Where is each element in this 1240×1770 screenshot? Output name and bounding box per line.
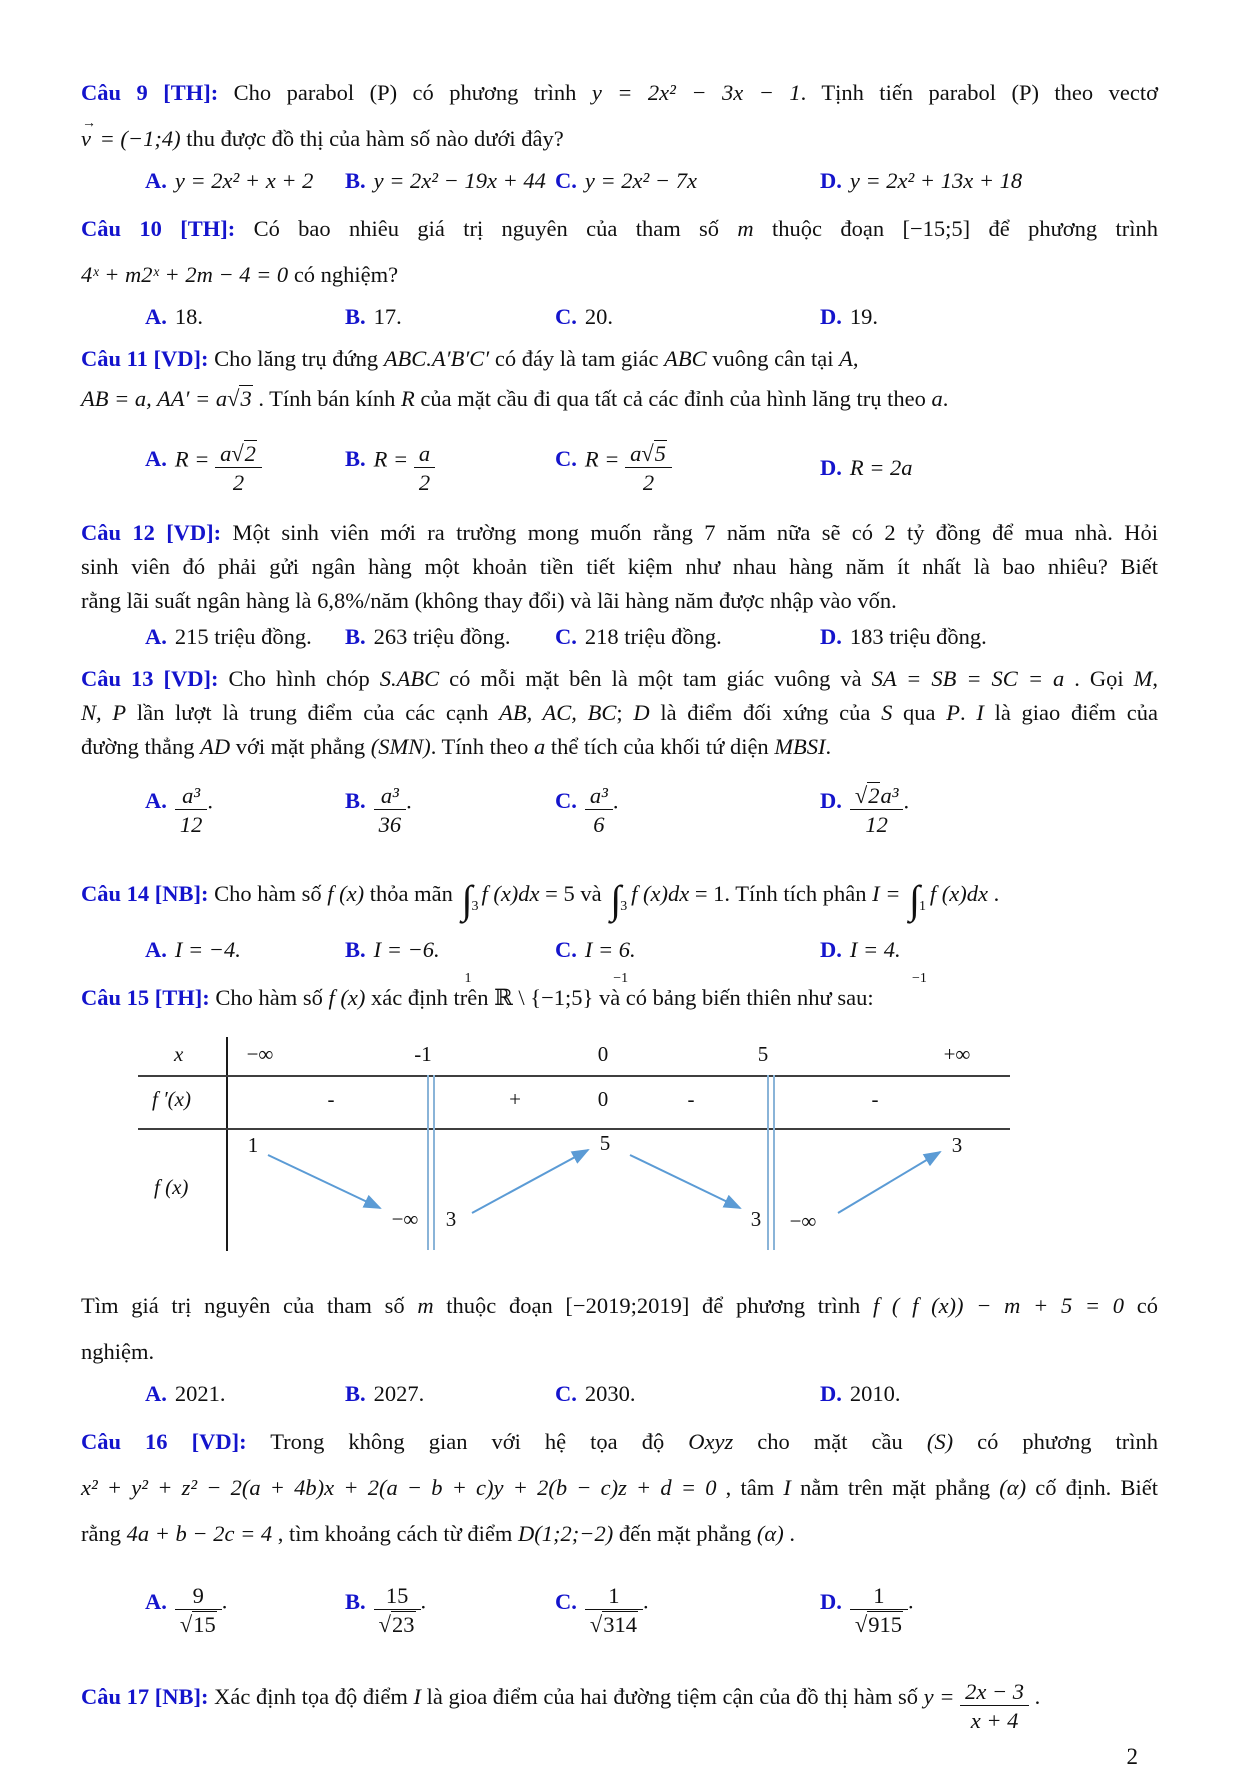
fraction: $\frac{15}{√23}$: [374, 1582, 421, 1638]
question-17: [81, 1665, 1158, 1734]
integral: ∫ 3 −1: [610, 877, 629, 987]
q15-line-3: [81, 1329, 1158, 1375]
answer-option-b: B. R = $\frac{a}{2}$: [345, 440, 555, 496]
variation-table: [138, 1037, 1010, 1253]
answer-option-b: B. 2027.: [345, 1381, 425, 1407]
q16-line-1: [81, 1419, 1158, 1465]
q15-text-1: Cho hàm số f (x) xác định trên ℝ \ {−1;5} và có bảng biến thiên như sau:: [209, 985, 874, 1011]
answer-option-b: B. I = −6.: [345, 937, 440, 963]
q9-line-2: [81, 116, 1158, 162]
x-value: 0: [597, 1042, 609, 1067]
answer-option-b: B. $\frac{\text{a³}}{36}$ .: [345, 783, 412, 837]
q12-text-3: rằng lãi suất ngân hàng là 6,8%/năm (không thay đổi) và lãi hàng năm được nhập vào vốn.: [81, 588, 897, 613]
answer-option-c: C. y = 2x² − 7x: [555, 168, 697, 193]
q12-line-2: [81, 550, 1158, 584]
q11-answers: [145, 432, 1158, 504]
x-value: −∞: [246, 1042, 274, 1067]
page-number: 2: [1126, 1744, 1138, 1769]
q13-line-3: [81, 730, 1158, 764]
q10-text-1: Có bao nhiêu giá trị nguyên của tham số m thuộc đoạn [−15;5] để phương trình: [235, 216, 1159, 241]
q15-text-3: nghiệm.: [81, 1339, 155, 1365]
q13-line-2: [81, 696, 1158, 730]
integral: ∫ 1 −1: [909, 877, 927, 987]
question-label: Câu 12 [VD]:: [81, 520, 222, 545]
sign: -: [871, 1087, 879, 1112]
q12-text-1: Một sinh viên mới ra trường mong muốn rằng 7 năm nữa sẽ có 2 tỷ đồng để mua nhà. Hỏi: [221, 520, 1158, 545]
question-11: [81, 342, 1158, 504]
answer-option-b: B. $\frac{15}{√23}$ .: [345, 1583, 427, 1638]
question-9: [81, 70, 1158, 198]
answer-option-c: C. $\frac{\text{a³}}{6}$ .: [555, 783, 619, 837]
fraction: $\frac{1}{√314}$: [585, 1582, 643, 1638]
answer-option-a: A. R = $\frac{a√2}{2}$: [145, 440, 345, 496]
f-value: −∞: [789, 1209, 817, 1234]
question-16: [81, 1419, 1158, 1653]
answer-option-c: C. $\frac{1}{√314}$ .: [555, 1583, 649, 1638]
q17-text-2: .: [1029, 1684, 1041, 1710]
q14-text-4: f (x)dx .: [929, 881, 1000, 906]
q12-answers: [145, 620, 1158, 654]
question-12: [81, 516, 1158, 654]
x-value: +∞: [943, 1042, 971, 1067]
sign: +: [509, 1087, 521, 1112]
q9-text-1: Cho parabol (P) có phương trình y = 2x² − 3x − 1. Tịnh tiến parabol (P) theo vectơ: [218, 80, 1159, 105]
integral-icon: ∫: [461, 877, 473, 923]
q10-answers: [145, 300, 1158, 334]
answer-option-d: D. y = 2x² + 13x + 18: [820, 168, 1023, 193]
answer-option-d: D. $\frac{1}{√915}$ .: [820, 1583, 914, 1638]
vector-v: → v: [81, 116, 91, 162]
table-rule-1: [138, 1075, 1010, 1077]
q10-line-1: [81, 206, 1158, 252]
question-label: Câu 9 [TH]:: [81, 80, 219, 105]
variation-arrows: [138, 1128, 1010, 1253]
q10-line-2: [81, 252, 1158, 298]
sign: 0: [597, 1087, 609, 1112]
fraction: $\frac{a√2}{2}$: [215, 440, 262, 496]
fraction: $\frac{2x - 3}{x + 4}$: [960, 1678, 1029, 1734]
question-10: [81, 206, 1158, 334]
q12-text-2: sinh viên đó phải gửi ngân hàng một khoản tiền tiết kiệm như nhau hàng năm ít nhất là bao nhiêu? Biết: [81, 554, 1158, 579]
q15-line-1: [81, 975, 1158, 1021]
q9-answers: [145, 164, 1158, 198]
question-13: [81, 662, 1158, 846]
fprime-row-label: f ′(x): [152, 1087, 191, 1112]
question-14: [81, 858, 1158, 987]
q9-line-1: [81, 70, 1158, 116]
fraction: $\frac{\text{a³}}{6}$: [585, 782, 613, 838]
answer-option-b: B. y = 2x² − 19x + 44: [345, 168, 546, 193]
vector-arrow-icon: →: [82, 116, 96, 131]
q15-answers: [145, 1377, 1158, 1411]
answer-option-c: C. 218 triệu đồng.: [555, 624, 722, 649]
answer-option-c: C. R = $\frac{a√5}{2}$: [555, 440, 820, 496]
x-value: 5: [757, 1042, 769, 1067]
q14-answers: [145, 933, 1158, 967]
q11-text-2: AB = a, AA′ = a√3 . Tính bán kính R của mặt cầu đi qua tất cả các đỉnh của hình lăng trụ theo a.: [81, 386, 949, 411]
question-label: Câu 15 [TH]:: [81, 985, 210, 1011]
sign: -: [687, 1087, 695, 1112]
q16-text-1: Trong không gian với hệ tọa độ Oxyz cho mặt cầu (S) có phương trình: [246, 1429, 1159, 1455]
q15-text-2: Tìm giá trị nguyên của tham số m thuộc đoạn [−2019;2019] để phương trình f ( f (x)) − m + 5 = 0 có: [81, 1293, 1158, 1319]
question-label: Câu 17 [NB]:: [81, 1684, 209, 1710]
q11-line-1: [81, 342, 1158, 376]
q11-text-1: Cho lăng trụ đứng ABC.A′B′C′ có đáy là tam giác ABC vuông cân tại A,: [208, 346, 859, 371]
fraction: $\frac{a}{2}$: [414, 440, 435, 496]
question-label: Câu 11 [VD]:: [81, 346, 209, 371]
answer-option-d: D. 2010.: [820, 1381, 901, 1407]
q14-text-1: Cho hàm số f (x) thỏa mãn: [208, 881, 459, 906]
q12-line-3: [81, 584, 1158, 618]
fraction: $\frac{\text{√2a³}}{12}$: [850, 782, 904, 838]
answer-option-c: C. 20.: [555, 304, 613, 329]
answer-option-d: D. 19.: [820, 304, 878, 329]
answer-option-a: A. $\frac{9}{√15}$ .: [145, 1583, 228, 1638]
q13-text-3: đường thẳng AD với mặt phẳng (SMN). Tính theo a thể tích của khối tứ diện MBSI.: [81, 734, 832, 759]
f-row-label: f (x): [154, 1175, 189, 1200]
sign: -: [327, 1087, 335, 1112]
fraction: $\frac{a√5}{2}$: [625, 440, 672, 496]
integral-icon: ∫: [909, 877, 920, 923]
q13-text-1: Cho hình chóp S.ABC có mỗi mặt bên là một tam giác vuông và SA = SB = SC = a . Gọi M,: [218, 666, 1159, 691]
f-value: 3: [445, 1207, 457, 1232]
q16-line-2: [81, 1465, 1158, 1511]
fraction: $\frac{\text{a³}}{12}$: [175, 782, 208, 838]
q17-line-1: [81, 1665, 1158, 1734]
question-label: Câu 10 [TH]:: [81, 216, 236, 241]
fraction: $\frac{1}{√915}$: [850, 1582, 908, 1638]
q13-answers: [145, 774, 1158, 846]
question-label: Câu 13 [VD]:: [81, 666, 219, 691]
q16-text-3: rằng 4a + b − 2c = 4 , tìm khoảng cách từ điểm D(1;2;−2) đến mặt phẳng (α) .: [81, 1521, 795, 1547]
q13-line-1: [81, 662, 1158, 696]
answer-option-a: A. 18.: [145, 304, 203, 329]
question-15: [81, 975, 1158, 1411]
answer-option-a: A. y = 2x² + x + 2: [145, 168, 314, 193]
x-value: -1: [414, 1042, 432, 1067]
f-value: 1: [247, 1133, 259, 1158]
increase-arrow-icon: [838, 1152, 940, 1213]
x-row-label: x: [174, 1042, 184, 1067]
q14-text-2: f (x)dx = 5 và: [481, 881, 608, 906]
q13-text-2: N, P lần lượt là trung điểm của các cạnh AB, AC, BC; D là điểm đối xứng của S qua P. I là giao điểm của: [81, 700, 1158, 725]
fraction: $\frac{9}{√15}$: [175, 1582, 222, 1638]
answer-option-b: B. 17.: [345, 304, 402, 329]
f-value: 3: [750, 1207, 762, 1232]
question-label: Câu 14 [NB]:: [81, 881, 209, 906]
increase-arrow-icon: [472, 1150, 588, 1213]
q9-text-2: = (−1;4) thu được đồ thị của hàm số nào dưới đây?: [94, 126, 564, 151]
q11-line-2: [81, 376, 1158, 422]
q14-text-3: f (x)dx = 1. Tính tích phân I =: [631, 881, 907, 906]
answer-option-a: A. 2021.: [145, 1381, 226, 1407]
q16-line-3: [81, 1511, 1158, 1557]
answer-option-a: A. $\frac{\text{a³}}{12}$ .: [145, 783, 213, 837]
integral: ∫ 3 1: [461, 877, 479, 987]
answer-option-b: B. 263 triệu đồng.: [345, 624, 511, 649]
q16-text-2: x² + y² + z² − 2(a + 4b)x + 2(a − b + c)y + 2(b − c)z + d = 0 , tâm I nằm trên mặt phẳng (α) cố định. Biết: [81, 1475, 1158, 1501]
answer-option-a: A. I = −4.: [145, 937, 241, 963]
q10-text-2: 4ˣ + m2ˣ + 2m − 4 = 0 có nghiệm?: [81, 262, 399, 287]
integral-icon: ∫: [610, 877, 622, 923]
decrease-arrow-icon: [268, 1155, 380, 1208]
q17-text-1: Xác định tọa độ điểm I là gioa điểm của hai đường tiệm cận của đồ thị hàm số y =: [208, 1684, 961, 1710]
question-label: Câu 16 [VD]:: [81, 1429, 247, 1455]
q12-line-1: [81, 516, 1158, 550]
q16-answers: [145, 1567, 1158, 1653]
answer-option-d: D. I = 4.: [820, 937, 901, 963]
answer-option-d: D. $\frac{\text{√2a³}}{12}$ .: [820, 783, 910, 837]
f-value: 3: [951, 1133, 963, 1158]
answer-option-a: A. 215 triệu đồng.: [145, 624, 312, 649]
answer-option-d: D. R = 2a: [820, 455, 913, 480]
f-value: 5: [599, 1131, 611, 1156]
f-value: −∞: [391, 1207, 419, 1232]
answer-option-c: C. 2030.: [555, 1381, 636, 1407]
answer-option-d: D. 183 triệu đồng.: [820, 624, 987, 649]
decrease-arrow-icon: [630, 1155, 740, 1208]
fraction: $\frac{\text{a³}}{36}$: [374, 782, 407, 838]
answer-option-c: C. I = 6.: [555, 937, 636, 963]
q15-line-2: [81, 1283, 1158, 1329]
